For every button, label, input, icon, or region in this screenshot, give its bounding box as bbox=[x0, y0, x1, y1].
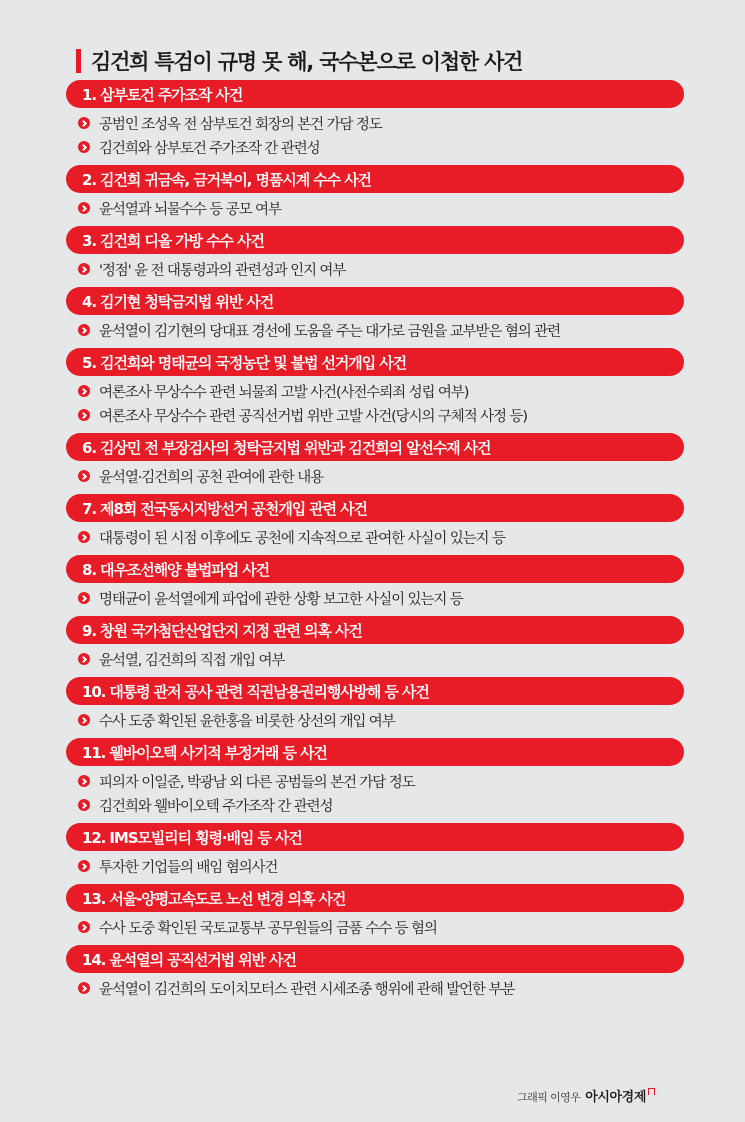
case-heading-pill bbox=[66, 433, 684, 461]
list-item-text: 윤석열이 김기현의 당대표 경선에 도움을 주는 대가로 금원을 교부받은 혐의 관련 bbox=[99, 323, 561, 340]
chevron-right-circle-icon bbox=[78, 860, 90, 872]
list-item bbox=[66, 464, 686, 488]
case-items bbox=[66, 912, 686, 945]
case-items bbox=[66, 254, 686, 287]
chevron-right-circle-icon bbox=[78, 775, 90, 787]
case-section bbox=[66, 884, 686, 945]
case-heading-pill bbox=[66, 348, 684, 376]
case-heading-pill bbox=[66, 165, 684, 193]
case-items bbox=[66, 583, 686, 616]
case-heading-pill bbox=[66, 616, 684, 644]
case-heading: 8. 대우조선해양 불법파업 사건 bbox=[82, 560, 269, 579]
credit-label: 그래픽 이영우 bbox=[517, 1091, 581, 1104]
list-item bbox=[66, 111, 686, 135]
list-item bbox=[66, 854, 686, 878]
case-heading-pill bbox=[66, 823, 684, 851]
case-section bbox=[66, 945, 686, 1006]
chevron-right-circle-icon bbox=[78, 385, 90, 397]
list-item-text: 투자한 기업들의 배임 혐의사건 bbox=[99, 859, 278, 876]
chevron-right-circle-icon bbox=[78, 653, 90, 665]
list-item-text: 수사 도중 확인된 국토교통부 공무원들의 금품 수수 등 혐의 bbox=[99, 920, 437, 937]
publisher-logo-text: 아시아경제 bbox=[585, 1090, 646, 1105]
chevron-right-circle-icon bbox=[78, 324, 90, 336]
list-item bbox=[66, 708, 686, 732]
case-section bbox=[66, 287, 686, 348]
chevron-right-circle-icon bbox=[78, 921, 90, 933]
case-heading-pill bbox=[66, 677, 684, 705]
title-accent-bar bbox=[76, 49, 81, 73]
case-items bbox=[66, 644, 686, 677]
case-heading-pill bbox=[66, 738, 684, 766]
case-section bbox=[66, 165, 686, 226]
case-items bbox=[66, 108, 686, 165]
list-item bbox=[66, 403, 686, 427]
list-item bbox=[66, 769, 686, 793]
list-item bbox=[66, 976, 686, 1000]
case-heading: 9. 창원 국가첨단산업단지 지정 관련 의혹 사건 bbox=[82, 621, 362, 640]
chevron-right-circle-icon bbox=[78, 531, 90, 543]
list-item bbox=[66, 318, 686, 342]
case-heading: 4. 김기현 청탁금지법 위반 사건 bbox=[82, 292, 274, 311]
case-section bbox=[66, 494, 686, 555]
case-items bbox=[66, 766, 686, 823]
list-item bbox=[66, 379, 686, 403]
case-section bbox=[66, 738, 686, 823]
case-section bbox=[66, 348, 686, 433]
chevron-right-circle-icon bbox=[78, 470, 90, 482]
list-item-text: 김건희와 삼부토건 주가조작 간 관련성 bbox=[99, 140, 320, 157]
chevron-right-circle-icon bbox=[78, 982, 90, 994]
list-item bbox=[66, 793, 686, 817]
credit-line bbox=[517, 1086, 655, 1105]
chevron-right-circle-icon bbox=[78, 714, 90, 726]
list-item-text: 윤석열과 뇌물수수 등 공모 여부 bbox=[99, 201, 281, 218]
case-list bbox=[66, 80, 686, 1006]
list-item-text: 윤석열·김건희의 공천 관여에 관한 내용 bbox=[99, 469, 324, 486]
case-section bbox=[66, 226, 686, 287]
case-items bbox=[66, 973, 686, 1006]
publisher-logo-icon bbox=[648, 1088, 655, 1095]
title-row bbox=[66, 44, 686, 78]
case-heading: 6. 김상민 전 부장검사의 청탁금지법 위반과 김건희의 알선수재 사건 bbox=[82, 438, 491, 457]
chevron-right-circle-icon bbox=[78, 592, 90, 604]
case-section bbox=[66, 433, 686, 494]
list-item-text: 윤석열이 김건희의 도이치모터스 관련 시세조종 행위에 관해 발언한 부분 bbox=[99, 981, 515, 998]
list-item bbox=[66, 586, 686, 610]
chevron-right-circle-icon bbox=[78, 117, 90, 129]
case-section bbox=[66, 677, 686, 738]
list-item-text: 대통령이 된 시점 이후에도 공천에 지속적으로 관여한 사실이 있는지 등 bbox=[99, 530, 505, 547]
chevron-right-circle-icon bbox=[78, 141, 90, 153]
case-heading-pill bbox=[66, 945, 684, 973]
case-heading: 1. 삼부토건 주가조작 사건 bbox=[82, 85, 243, 104]
case-heading: 5. 김건희와 명태균의 국정농단 및 불법 선거개입 사건 bbox=[82, 353, 406, 372]
infographic bbox=[66, 44, 686, 1006]
chevron-right-circle-icon bbox=[78, 263, 90, 275]
case-items bbox=[66, 705, 686, 738]
case-heading-pill bbox=[66, 226, 684, 254]
list-item-text: 여론조사 무상수수 관련 뇌물죄 고발 사건(사전수뢰죄 성립 여부) bbox=[99, 384, 469, 401]
page-title: 김건희 특검이 규명 못 해, 국수본으로 이첩한 사건 bbox=[91, 50, 523, 74]
list-item bbox=[66, 915, 686, 939]
case-items bbox=[66, 522, 686, 555]
chevron-right-circle-icon bbox=[78, 799, 90, 811]
case-section bbox=[66, 616, 686, 677]
case-heading-pill bbox=[66, 494, 684, 522]
case-items bbox=[66, 193, 686, 226]
case-section bbox=[66, 823, 686, 884]
list-item bbox=[66, 196, 686, 220]
case-heading: 13. 서울-양평고속도로 노선 변경 의혹 사건 bbox=[82, 889, 346, 908]
case-heading: 11. 웰바이오텍 사기적 부정거래 등 사건 bbox=[82, 743, 327, 762]
chevron-right-circle-icon bbox=[78, 202, 90, 214]
case-heading: 12. IMS모빌리티 횡령·배임 등 사건 bbox=[82, 828, 302, 847]
case-items bbox=[66, 376, 686, 433]
list-item-text: 피의자 이일준, 박광남 외 다른 공범들의 본건 가담 정도 bbox=[99, 774, 415, 791]
case-items bbox=[66, 851, 686, 884]
case-heading-pill bbox=[66, 80, 684, 108]
case-heading: 7. 제8회 전국동시지방선거 공천개입 관련 사건 bbox=[82, 499, 367, 518]
case-items bbox=[66, 461, 686, 494]
case-heading-pill bbox=[66, 555, 684, 583]
case-section bbox=[66, 80, 686, 165]
case-items bbox=[66, 315, 686, 348]
list-item bbox=[66, 257, 686, 281]
case-heading-pill bbox=[66, 884, 684, 912]
case-heading: 3. 김건희 디올 가방 수수 사건 bbox=[82, 231, 264, 250]
list-item bbox=[66, 647, 686, 671]
case-heading: 10. 대통령 관저 공사 관련 직권남용권리행사방해 등 사건 bbox=[82, 682, 429, 701]
list-item bbox=[66, 525, 686, 549]
list-item-text: 수사 도중 확인된 윤한홍을 비롯한 상선의 개입 여부 bbox=[99, 713, 395, 730]
case-heading: 14. 윤석열의 공직선거법 위반 사건 bbox=[82, 950, 296, 969]
list-item-text: 윤석열, 김건희의 직접 개입 여부 bbox=[99, 652, 285, 669]
list-item bbox=[66, 135, 686, 159]
case-heading-pill bbox=[66, 287, 684, 315]
case-heading: 2. 김건희 귀금속, 금거북이, 명품시계 수수 사건 bbox=[82, 170, 371, 189]
chevron-right-circle-icon bbox=[78, 409, 90, 421]
list-item-text: '정점' 윤 전 대통령과의 관련성과 인지 여부 bbox=[99, 262, 346, 279]
list-item-text: 김건희와 웰바이오텍 주가조작 간 관련성 bbox=[99, 798, 333, 815]
list-item-text: 공범인 조성옥 전 삼부토건 회장의 본건 가담 정도 bbox=[99, 116, 382, 133]
list-item-text: 여론조사 무상수수 관련 공직선거법 위반 고발 사건(당시의 구체적 사정 등) bbox=[99, 408, 527, 425]
list-item-text: 명태균이 윤석열에게 파업에 관한 상황 보고한 사실이 있는지 등 bbox=[99, 591, 463, 608]
case-section bbox=[66, 555, 686, 616]
